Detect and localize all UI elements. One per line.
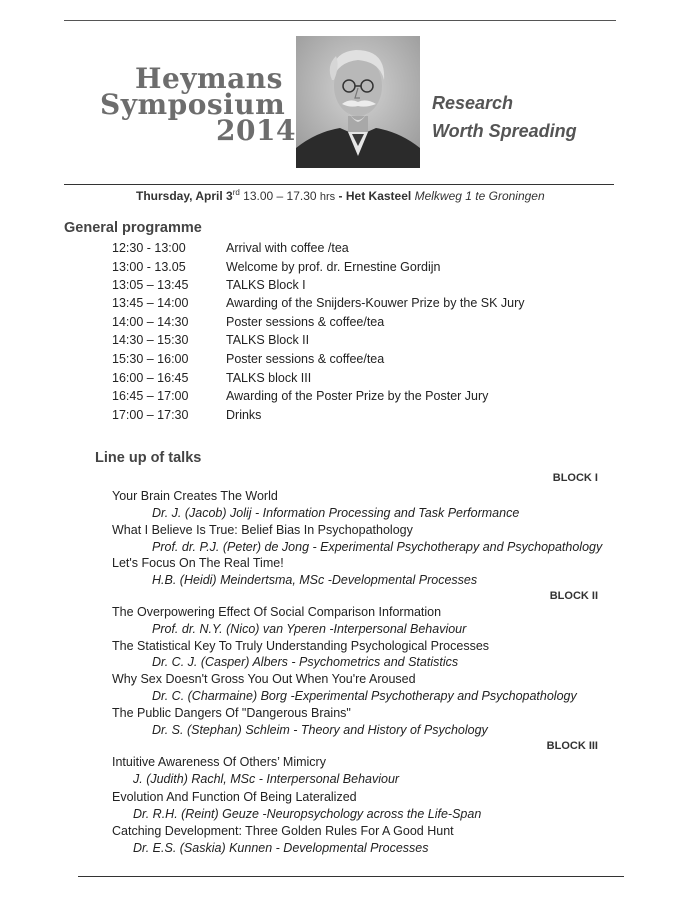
talk-speaker: Dr. C. (Charmaine) Borg -Experimental Psychotherapy and Psychopathology [152,689,577,703]
talk-title: Intuitive Awareness Of Others’ Mimicry [112,755,326,769]
event-hrs: hrs [319,191,336,203]
talk-speaker: Dr. J. (Jacob) Jolij - Information Processing and Task Performance [152,506,520,520]
event-dateline [136,188,545,203]
programme-title: General programme [64,220,202,236]
logo-line-1: Heymans [135,62,283,95]
talk-title: Your Brain Creates The World [112,489,278,503]
talk-speaker: J. (Judith) Rachl, MSc - Interpersonal Behaviour [133,772,400,786]
programme-time: 12:30 - 13:00 [112,241,186,255]
talk-title: The Public Dangers Of "Dangerous Brains" [112,706,351,720]
talk-title: The Statistical Key To Truly Understanding Psychological Processes [112,639,490,653]
heymans-portrait [296,36,420,168]
event-venue: - Het Kasteel [338,189,412,203]
talk-speaker: Prof. dr. N.Y. (Nico) van Yperen -Interpersonal Behaviour [152,622,467,636]
talk-title: Why Sex Doesn't Gross You Out When You're Aroused [112,672,416,686]
talk-title: Evolution And Function Of Being Lateralized [112,790,357,804]
talk-speaker: H.B. (Heidi) Meindertsma, MSc -Developmental Processes [152,573,478,587]
programme-time: 14:00 – 14:30 [112,315,189,329]
programme-time: 15:30 – 16:00 [112,352,189,366]
bottom-rule [78,876,624,877]
block-2-label: BLOCK II [549,590,598,602]
tagline-research: Research [432,93,514,113]
programme-time: 16:45 – 17:00 [112,389,189,403]
programme-time: 17:00 – 17:30 [112,408,189,422]
event-day-suffix: rd [232,188,240,197]
programme-time: 13:05 – 13:45 [112,278,189,292]
event-day: Thursday, April 3 [136,189,233,203]
logo-line-3: 2014 [216,114,296,147]
talk-title: Catching Development: Three Golden Rules For A Good Hunt [112,824,454,838]
programme-desc: Poster sessions & coffee/tea [226,352,385,366]
talk-title: What I Believe Is True: Belief Bias In Psychopathology [112,523,413,537]
talk-speaker: Dr. R.H. (Reint) Geuze -Neuropsychology across the Life-Span [133,807,482,821]
programme-time: 16:00 – 16:45 [112,371,189,385]
talk-title: The Overpowering Effect Of Social Comparison Information [112,605,442,619]
programme-desc: Arrival with coffee /tea [226,241,349,255]
programme-desc: Awarding of the Poster Prize by the Poster Jury [226,389,489,403]
programme-desc: Poster sessions & coffee/tea [226,315,385,329]
block-3-label: BLOCK III [546,740,598,752]
programme-desc: Awarding of the Snijders-Kouwer Prize by the SK Jury [226,296,525,310]
talk-title: Let's Focus On The Real Time! [112,556,284,570]
block-1-label: BLOCK I [552,472,598,484]
programme-desc: TALKS Block II [226,333,310,347]
programme-time: 14:30 – 15:30 [112,333,189,347]
event-time: 13.00 – 17.30 [243,189,317,203]
programme-desc: Drinks [226,408,262,422]
programme-time: 13:45 – 14:00 [112,296,189,310]
talk-speaker: Dr. S. (Stephan) Schleim - Theory and History of Psychology [152,723,488,737]
top-rule [64,20,616,21]
talk-speaker: Dr. E.S. (Saskia) Kunnen - Developmental Processes [133,841,429,855]
talks-title: Line up of talks [95,450,202,466]
tagline-worth-spreading: Worth Spreading [432,121,577,141]
programme-desc: TALKS block III [226,371,312,385]
talk-speaker: Prof. dr. P.J. (Peter) de Jong - Experimental Psychotherapy and Psychopathology [152,540,603,554]
talk-speaker: Dr. C. J. (Casper) Albers - Psychometrics and Statistics [152,655,459,669]
programme-time: 13:00 - 13.05 [112,260,186,274]
programme-desc: TALKS Block I [226,278,306,292]
header-rule [64,184,614,185]
programme-desc: Welcome by prof. dr. Ernestine Gordijn [226,260,441,274]
logo-line-2: Symposium [100,88,286,121]
event-address: Melkweg 1 te Groningen [414,189,545,203]
